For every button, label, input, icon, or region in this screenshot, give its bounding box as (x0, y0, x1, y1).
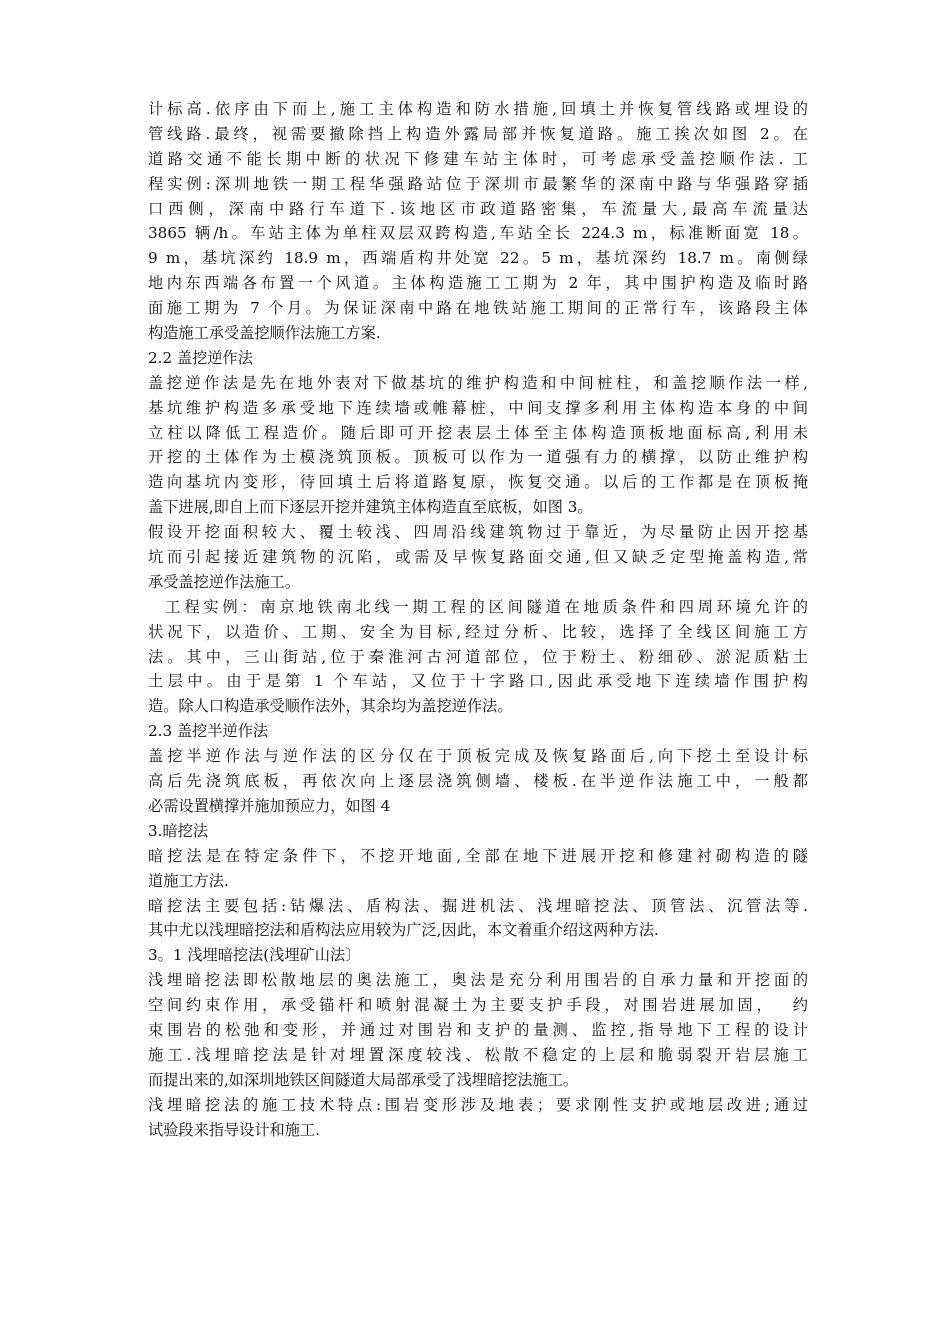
text-line: 浅埋暗挖法即松散地层的奥法施工，奥法是充分利用围岩的自承力量和开挖面的 (148, 971, 808, 990)
section-heading-3: 3.暗挖法 (148, 821, 209, 840)
text-line: 状况下，以造价、工期、安全为目标,经过分析、比较，选择了全线区间施工方 (148, 622, 808, 641)
paragraph-6 (148, 844, 808, 894)
text-line: 9 m，基坑深约 18.9 m，西端盾构井处宽 22。5 m，基坑深约 18.7 m。南侧绿 (148, 249, 808, 268)
text-line: 构造施工承受盖挖顺作法施工方案. (148, 324, 381, 343)
text-line: 盖挖半逆作法与逆作法的区分仅在于顶板完成及恢复路面后,向下挖土至设计标 (148, 747, 808, 766)
text-line: 道路交通不能长期中断的状况下修建车站主体时，可考虑承受盖挖顺作法. 工 (148, 149, 808, 168)
text-line: 其中尤以浅埋暗挖法和盾构法应用较为广泛,因此，本文着重介绍这两种方法. (148, 921, 659, 940)
text-line: 承受盖挖逆作法施工。 (148, 572, 300, 591)
text-line: 试验段来指导设计和施工. (148, 1120, 320, 1139)
section-heading-3-1: 3。1 浅埋暗挖法(浅埋矿山法〕 (148, 946, 361, 965)
paragraph-8 (148, 968, 808, 1092)
text-line: 道施工方法. (148, 871, 229, 890)
text-line: 程实例:深圳地铁一期工程华强路站位于深圳市最繁华的深南中路与华强路穿插 (148, 174, 808, 193)
text-line: 空间约束作用，承受锚杆和喷射混凝土为主要支护手段，对围岩进展加固， 约 (148, 996, 808, 1015)
text-line: 开挖的土体作为土模浇筑顶板。顶板可以作为一道强有力的横撑，以防止维护构 (148, 448, 808, 467)
text-line: 计标高.依序由下而上,施工主体构造和防水措施,回填土并恢复管线路或埋设的 (148, 100, 808, 118)
text-line: 造向基坑内变形，待回填土后将道路复原，恢复交通。以后的工作都是在顶板掩 (148, 473, 808, 492)
text-line: 暗挖法是在特定条件下，不挖开地面,全部在地下进展开挖和修建衬砌构造的隧 (148, 846, 808, 865)
text-line: 而提出来的,如深圳地铁区间隧道大局部承受了浅埋暗挖法施工。 (148, 1070, 579, 1089)
paragraph-3 (148, 520, 808, 595)
paragraph-7 (148, 894, 808, 944)
paragraph-9 (148, 1093, 808, 1143)
text-line: 工程实例：南京地铁南北线一期工程的区间隧道在地质条件和四周环境允许的 (148, 597, 808, 616)
text-line: 必需设置横撑并施加预应力，如图 4 (148, 796, 391, 815)
text-line: 基坑维护构造多承受地下连续墙或帷幕桩，中间支撑多利用主体构造本身的中间 (148, 398, 808, 417)
paragraph-4 (148, 595, 808, 719)
text-line: 3865 辆/h。车站主体为单柱双层双跨构造,车站全长 224.3 m，标准断面宽 18。 (148, 224, 808, 243)
text-line: 立柱以降低工程造价。随后即可开挖表层土体至主体构造顶板地面标高,利用未 (148, 423, 808, 442)
text-line: 盖挖逆作法是先在地外表对下做基坑的维护构造和中间桩柱，和盖挖顺作法一样, (148, 373, 808, 392)
paragraph-5 (148, 744, 808, 819)
text-line: 施工.浅埋暗挖法是针对埋置深度较浅、松散不稳定的上层和脆弱裂开岩层施工 (148, 1045, 808, 1064)
text-line: 暗挖法主要包括:钻爆法、盾构法、掘进机法、浅埋暗挖法、顶管法、沉管法等. (148, 896, 808, 915)
text-line: 面施工期为 7 个月。为保证深南中路在地铁站施工期间的正常行车，该路段主体 (148, 299, 808, 318)
text-line: 盖下进展,即自上而下逐层开挖并建筑主体构造直至底板，如图 3。 (148, 498, 593, 517)
document-page (148, 97, 808, 1142)
paragraph-2 (148, 371, 808, 520)
text-line: 高后先浇筑底板，再依次向上逐层浇筑侧墙、楼板.在半逆作法施工中，一般都 (148, 772, 808, 791)
text-line: 法。其中，三山街站,位于秦淮河古河道部位，位于粉土、粉细砂、淤泥质粘土 (148, 647, 808, 666)
text-line: 土层中。由于是第 1 个车站，又位于十字路口,因此承受地下连续墙作围护构 (148, 672, 808, 691)
text-line: 地内东西端各布置一个风道。主体构造施工工期为 2 年，其中围护构造及临时路 (148, 274, 808, 293)
text-line: 口西侧，深南中路行车道下.该地区市政道路密集，车流量大,最高车流量达 (148, 199, 808, 218)
section-heading-2-2: 2.2 盖挖逆作法 (148, 348, 253, 367)
text-line: 假设开挖面积较大、覆土较浅、四周沿线建筑物过于靠近，为尽量防止因开挖基 (148, 523, 808, 542)
text-line: 坑而引起接近建筑物的沉陷，或需及早恢复路面交通,但又缺乏定型掩盖构造,常 (148, 548, 808, 567)
text-line: 束围岩的松弛和变形，并通过对围岩和支护的量测、监控,指导地下工程的设计 (148, 1020, 808, 1039)
text-line: 造。除人口构造承受顺作法外，其余均为盖挖逆作法。 (148, 697, 513, 716)
text-line: 管线路.最终，视需要撤除挡上构造外露局部并恢复道路。施工挨次如图 2。在 (148, 124, 808, 143)
paragraph-1 (148, 97, 808, 346)
section-heading-2-3: 2.3 盖挖半逆作法 (148, 722, 269, 741)
text-line: 浅埋暗挖法的施工技术特点:围岩变形涉及地表；要求刚性支护或地层改进;通过 (148, 1095, 808, 1114)
